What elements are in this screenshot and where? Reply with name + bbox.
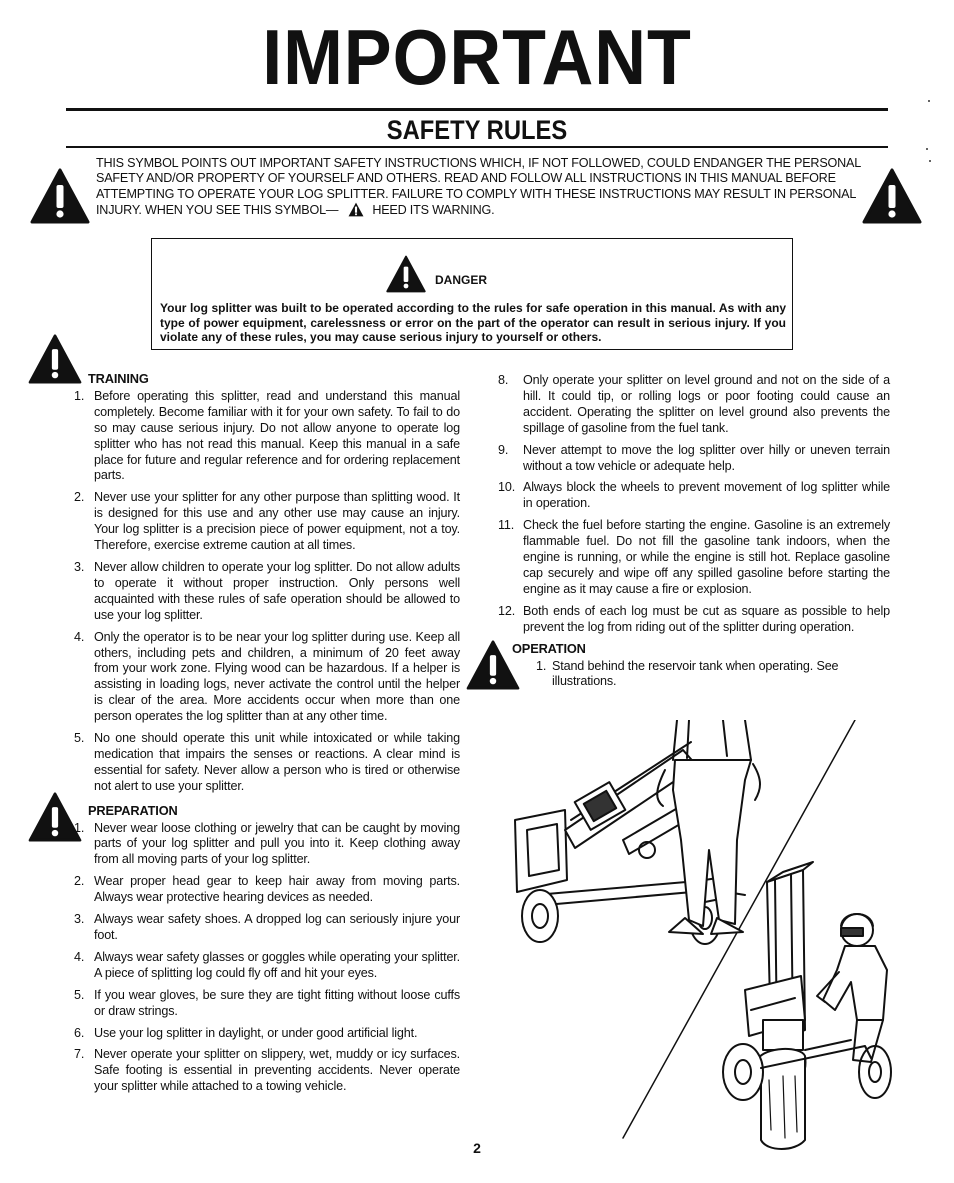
log-splitter-illustration	[505, 720, 895, 1160]
list-item: 3. Never allow children to operate your log splitter. Do not allow adults to operate it without proper instruction. Only persons well acquainted with these rules of safe operation should be allowed to use your log splitter.	[74, 559, 460, 622]
title-divider	[66, 108, 888, 111]
training-heading: TRAINING	[88, 371, 149, 386]
page-title: IMPORTANT	[262, 13, 692, 101]
list-item: 1. Before operating this splitter, read and understand this manual completely. Become familiar with it for your own safety. To fail to do so may cause serious injury. Do not allow anyone to operate log splitter who has not read this manual. Keep this manual in a safe place for future and regular reference and for ordering replacement parts.	[74, 388, 460, 483]
danger-label: DANGER	[435, 273, 488, 287]
preparation-heading: PREPARATION	[88, 802, 178, 818]
page-number: 2	[473, 1140, 481, 1156]
safety-symbol-intro	[96, 156, 864, 219]
list-item: 8. Only operate your splitter on level ground and not on the side of a hill. It could tip, or rolling logs or poor footing could cause an accident. Operating the splitter on level ground also prevents the spillage of gasoline from the fuel tank.	[498, 373, 890, 435]
list-item: 4. Always wear safety glasses or goggles while operating your splitter. A piece of splitting log could fly off and hit your eyes.	[74, 949, 460, 980]
list-item: 9. Never attempt to move the log splitter over hilly or uneven terrain without a tow vehicle or adequate help.	[498, 442, 890, 473]
intro-text: THIS SYMBOL POINTS OUT IMPORTANT SAFETY INSTRUCTIONS WHICH, IF NOT FOLLOWED, COULD ENDANGER THE PERSONAL SAFETY AND/OR PROPERTY OF YOURSELF AND OTHERS. READ AND FOLLOW ALL INSTRUCTIONS IN THIS MANUAL BEFORE ATTEMPTING TO OPERATE YOUR LOG SPLITTER. FAILURE TO COMPLY WITH THESE INSTRUCTIONS MAY RESULT IN PERSONAL INJURY. WHEN YOU SEE THIS SYMBOL—	[96, 156, 861, 218]
list-item: 2. Never use your splitter for any other purpose than splitting wood. It is designed for this use and any other use may cause an injury. Your log splitter is a precision piece of power equipment, not a toy. Therefore, exercise extreme caution at all times.	[74, 490, 460, 553]
scan-speck	[926, 148, 928, 150]
list-item: 1. Never wear loose clothing or jewelry that can be caught by moving parts of your log splitter and pull you into it. Keep clothing away from all moving parts of your log splitter.	[74, 820, 460, 867]
scan-speck	[928, 100, 930, 102]
danger-text: Your log splitter was built to be operated according to the rules for safe operation in this manual. As with any type of power equipment, carelessness or error on the part of the operator can result in serious injury. If you violate any of these rules, you may cause serious injury to yourself or others.	[160, 301, 786, 344]
warning-triangle-icon	[348, 202, 364, 217]
operator-figure-with-helmet	[817, 914, 887, 1062]
scan-speck	[929, 160, 931, 162]
danger-notice	[151, 238, 793, 350]
warning-triangle-icon	[386, 255, 426, 293]
list-item: 6. Use your log splitter in daylight, or under good artificial light.	[74, 1025, 418, 1040]
right-column	[498, 373, 890, 696]
list-item: 4. Only the operator is to be near your log splitter during use. Keep all others, including pets and children, a minimum of 20 feet away from your work zone. Flying wood can be hazardous. If a helper is assisting in loading logs, never activate the control until the helper is clear of the area. More accidents occur when more than one person operates the log splitter than at any other time.	[74, 629, 460, 724]
list-item: 1. Stand behind the reservoir tank when operating. See illustrations.	[536, 658, 839, 689]
list-item: 11. Check the fuel before starting the engine. Gasoline is an extremely flammable fuel. Do not fill the gasoline tank indoors, when the engine is running, or while the engine is still hot. Replace gasoline cap securely and wipe off any spilled gasoline before starting the engine as it may cause a fire or explosion.	[498, 518, 890, 596]
warning-triangle-icon	[862, 168, 922, 224]
list-item: 2. Wear proper head gear to keep hair away from moving parts. Always wear protective hearing devices as needed.	[74, 874, 460, 905]
subtitle-divider	[66, 146, 888, 148]
list-item: 7. Never operate your splitter on slippery, wet, muddy or icy surfaces. Safe footing is essential in preventing accidents. Never operate your splitter while attached to a towing vehicle.	[74, 1047, 460, 1094]
list-item: 10. Always block the wheels to prevent movement of log splitter while in operation.	[498, 480, 890, 511]
warning-triangle-icon	[30, 168, 90, 224]
list-item: 5. No one should operate this unit while intoxicated or while taking medication that impairs the senses or reactions. A clear mind is essential for safety. Never allow a person who is tired or otherwise not alert to use your splitter.	[74, 731, 460, 793]
left-column	[74, 371, 460, 1101]
intro-text-after: HEED ITS WARNING.	[372, 203, 495, 218]
list-item: 5. If you wear gloves, be sure they are tight fitting without loose cuffs or draw strings.	[74, 987, 460, 1018]
list-item: 3. Always wear safety shoes. A dropped log can seriously injure your foot.	[74, 912, 460, 942]
section-title: SAFETY RULES	[386, 115, 568, 145]
list-item: 12. Both ends of each log must be cut as square as possible to help prevent the log from riding out of the splitter during operation.	[498, 603, 890, 634]
operation-heading: OPERATION	[512, 640, 586, 656]
